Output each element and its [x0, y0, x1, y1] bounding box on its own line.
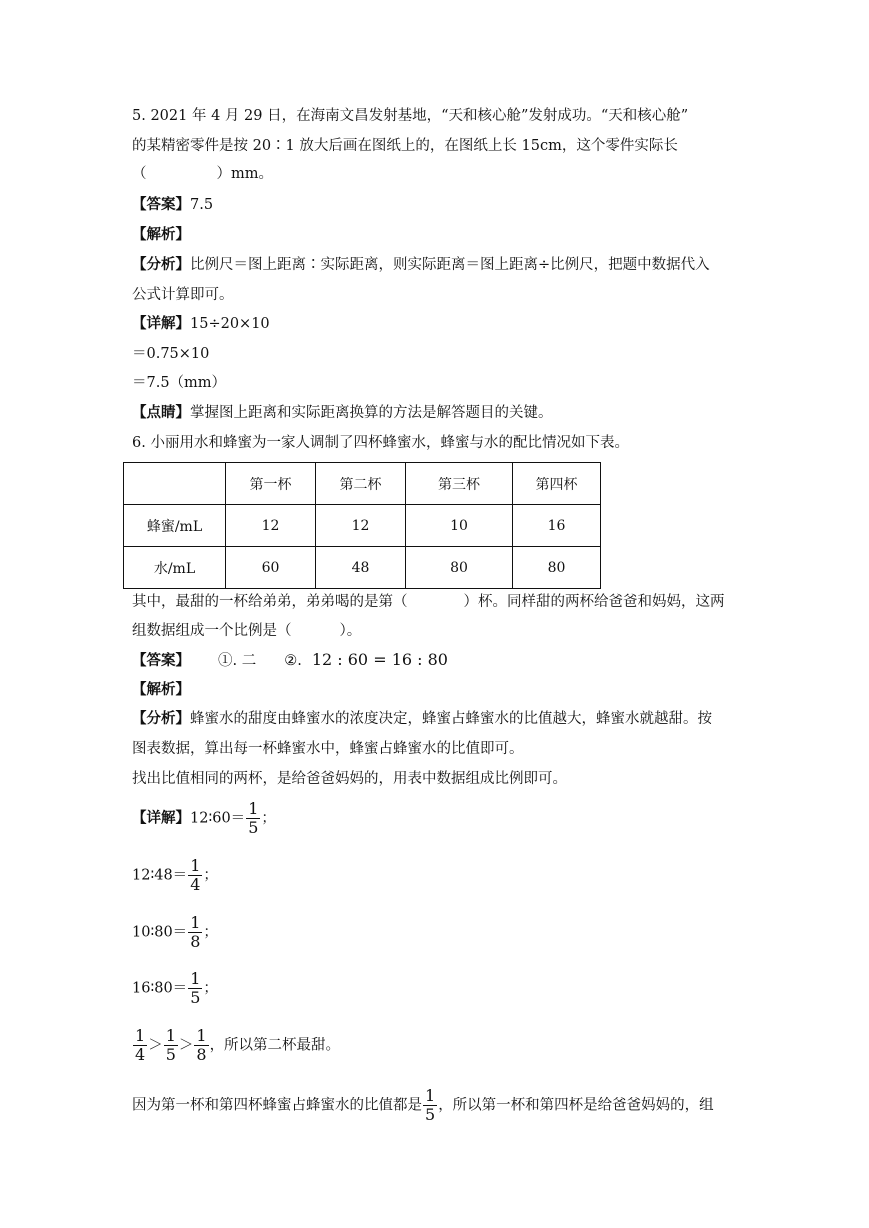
q6-answer-2-proportion: 12 : 60 = 16 : 80	[311, 650, 448, 669]
q5-line-1: 5. 2021 年 4 月 29 日，在海南文昌发射基地，“天和核心舱”发射成功。“天和核心舱”	[132, 108, 689, 124]
honey-ratio-table	[123, 462, 601, 589]
q5-fenxi-text-1: 比例尺＝图上距离∶实际距离，则实际距离＝图上距离÷比例尺，把题中数据代入	[190, 257, 710, 273]
q6-detail-2	[132, 857, 218, 894]
q6-fenxi-text-1: 蜂蜜水的甜度由蜂蜜水的浓度决定，蜂蜜占蜂蜜水的比值越大，蜂蜜水就越甜。按	[190, 711, 712, 727]
q5-fenxi-1	[132, 255, 710, 275]
q5-tip	[132, 403, 553, 423]
q5-answer-value: 7.5	[190, 197, 214, 213]
q6-fenxi-1	[132, 709, 712, 729]
table-row	[124, 547, 601, 589]
q5-answer	[132, 195, 213, 215]
calc-end: ；	[261, 810, 276, 827]
table-cell: 80	[406, 547, 513, 589]
table-cell: 16	[513, 505, 601, 547]
q6-line-2	[132, 592, 725, 612]
fraction-numerator: 1	[135, 1026, 146, 1045]
table-header-row	[124, 463, 601, 505]
calc-expr: 12∶48＝	[132, 867, 188, 884]
q6-line-2-b: ）杯。同样甜的两杯给爸爸和妈妈，这两	[463, 594, 725, 610]
q6-detail-3	[132, 914, 218, 951]
compare-tail: ，所以第二杯最甜。	[209, 1037, 341, 1054]
fraction-numerator: 1	[190, 969, 201, 988]
q5-analysis-label: 【解析】	[132, 226, 190, 243]
fraction-denominator: 4	[135, 1045, 146, 1064]
table-header-cell: 第二杯	[316, 463, 406, 505]
q6-line-3-a: 组数据组成一个比例是（	[132, 623, 292, 639]
fraction-denominator: 5	[190, 988, 201, 1007]
q6-answer	[132, 650, 448, 671]
q5-line-3	[132, 164, 273, 184]
fraction-numerator: 1	[190, 856, 201, 875]
table-header-cell: 第四杯	[513, 463, 601, 505]
q6-fenxi-3: 找出比值相同的两杯，是给爸爸妈妈的，用表中数据组成比例即可。	[132, 771, 567, 787]
q5-tip-label: 【点睛】	[132, 404, 190, 421]
calc-expr: 16∶80＝	[132, 980, 188, 997]
q6-last-line	[132, 1087, 714, 1124]
greater-than: ＞	[178, 1037, 194, 1054]
table-header-cell	[124, 463, 226, 505]
fraction-numerator: 1	[196, 1026, 207, 1045]
q5-detail-2: ＝0.75×10	[132, 346, 210, 362]
q5-line-2: 的某精密零件是按 20∶1 放大后画在图纸上的，在图纸上长 15cm，这个零件实际长	[132, 138, 678, 154]
greater-than: ＞	[148, 1037, 163, 1054]
q5-tip-text: 掌握图上距离和实际距离换算的方法是解答题目的关键。	[190, 405, 553, 421]
q5-detail-1	[132, 314, 270, 334]
calc-end: ；	[203, 924, 218, 941]
q6-answer-1: ①. 二	[218, 653, 257, 669]
table-header-cell: 第三杯	[406, 463, 513, 505]
fraction	[164, 1027, 178, 1064]
fraction	[423, 1087, 437, 1124]
q5-detail-label: 【详解】	[132, 315, 190, 332]
fraction-numerator: 1	[425, 1086, 436, 1105]
q5-answer-label: 【答案】	[132, 196, 190, 213]
q6-detail-label: 【详解】	[132, 809, 190, 827]
q5-fenxi-2: 公式计算即可。	[132, 287, 234, 303]
q5-detail-3: ＝7.5（mm）	[132, 375, 227, 391]
table-cell: 水/mL	[124, 547, 226, 589]
fraction-numerator: 1	[190, 913, 201, 932]
q5-fenxi-label: 【分析】	[132, 256, 190, 273]
fraction-denominator: 8	[190, 932, 201, 951]
calc-end: ；	[203, 867, 218, 884]
table-cell: 蜂蜜/mL	[124, 505, 226, 547]
fraction-numerator: 1	[165, 1026, 176, 1045]
calc-end: ；	[203, 980, 218, 997]
fraction-denominator: 5	[165, 1045, 176, 1064]
q6-compare	[132, 1027, 340, 1064]
q6-answer-label: 【答案】	[132, 652, 190, 669]
q6-fenxi-2: 图表数据，算出每一杯蜂蜜水中，蜂蜜占蜂蜜水的比值即可。	[132, 741, 524, 757]
q5-blank-open: （	[132, 166, 147, 182]
table-cell: 12	[316, 505, 406, 547]
fraction-numerator: 1	[248, 799, 259, 818]
q5-detail-text-1: 15÷20×10	[190, 316, 270, 332]
fraction	[194, 1027, 208, 1064]
fraction	[133, 1027, 147, 1064]
fraction-denominator: 8	[196, 1045, 207, 1064]
q6-line-1: 6. 小丽用水和蜂蜜为一家人调制了四杯蜂蜜水，蜂蜜与水的配比情况如下表。	[132, 435, 629, 451]
q6-answer-2: ②.	[284, 653, 302, 669]
q6-analysis-label: 【解析】	[132, 681, 190, 698]
table-header-cell: 第一杯	[226, 463, 316, 505]
q6-line-3-b: ）。	[339, 623, 362, 639]
calc-expr: 10∶80＝	[132, 924, 188, 941]
q6-last-a: 因为第一杯和第四杯蜂蜜占蜂蜜水的比值都是	[132, 1097, 422, 1114]
table-cell: 48	[316, 547, 406, 589]
q6-last-b: ，所以第一杯和第四杯是给爸爸妈妈的，组	[438, 1097, 714, 1114]
table-cell: 80	[513, 547, 601, 589]
q6-fenxi-label: 【分析】	[132, 710, 190, 727]
fraction	[246, 800, 260, 837]
fraction-denominator: 5	[248, 818, 259, 837]
table-cell: 12	[226, 505, 316, 547]
table-cell: 60	[226, 547, 316, 589]
fraction	[188, 857, 202, 894]
q6-line-3	[132, 621, 361, 641]
table-cell: 10	[406, 505, 513, 547]
calc-expr: 12∶60＝	[190, 810, 246, 827]
fraction-denominator: 5	[425, 1105, 436, 1124]
fraction	[188, 914, 202, 951]
table-row	[124, 505, 601, 547]
q6-detail-4	[132, 970, 218, 1007]
fraction	[188, 970, 202, 1007]
fraction-denominator: 4	[190, 875, 201, 894]
q6-line-2-a: 其中，最甜的一杯给弟弟，弟弟喝的是第（	[132, 594, 408, 610]
q6-detail-1	[132, 800, 276, 837]
q5-blank-close: ）mm。	[216, 166, 273, 182]
